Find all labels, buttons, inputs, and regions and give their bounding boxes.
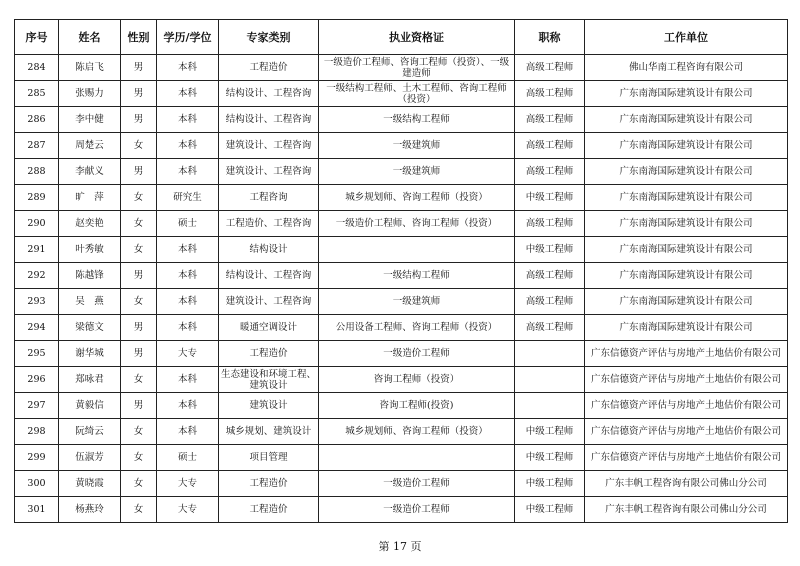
employer-cell: 广东南海国际建筑设计有限公司 [585,237,788,263]
qualification-cell: 一级造价工程师 [319,471,515,497]
employer-cell: 广东南海国际建筑设计有限公司 [585,107,788,133]
serial-cell: 289 [15,185,59,211]
education-cell: 大专 [157,341,219,367]
title-cell: 中级工程师 [515,419,585,445]
title-cell: 高级工程师 [515,211,585,237]
header-gender: 性别 [121,20,157,55]
employer-cell: 佛山华南工程咨询有限公司 [585,55,788,81]
table-row [15,497,788,523]
table-row [15,289,788,315]
name-cell: 黄毅信 [59,393,121,419]
serial-cell: 297 [15,393,59,419]
education-cell: 本科 [157,419,219,445]
education-cell: 本科 [157,393,219,419]
gender-cell: 女 [121,185,157,211]
expert-category-cell: 暖通空调设计 [219,315,319,341]
serial-cell: 287 [15,133,59,159]
table-row [15,237,788,263]
employer-cell: 广东丰帆工程咨询有限公司佛山分公司 [585,471,788,497]
serial-cell: 296 [15,367,59,393]
expert-category-cell: 结构设计、工程咨询 [219,263,319,289]
qualification-cell: 咨询工程师（投资） [319,367,515,393]
table-row [15,133,788,159]
title-cell: 高级工程师 [515,289,585,315]
title-cell: 高级工程师 [515,133,585,159]
serial-cell: 300 [15,471,59,497]
education-cell: 本科 [157,263,219,289]
education-cell: 研究生 [157,185,219,211]
table-row [15,393,788,419]
name-cell: 张赐力 [59,81,121,107]
header-title: 职称 [515,20,585,55]
qualification-cell: 咨询工程师(投资) [319,393,515,419]
serial-cell: 299 [15,445,59,471]
table-row [15,445,788,471]
title-cell [515,341,585,367]
education-cell: 本科 [157,159,219,185]
expert-roster-table [14,19,788,523]
education-cell: 本科 [157,107,219,133]
header-employer: 工作单位 [585,20,788,55]
gender-cell: 女 [121,471,157,497]
expert-category-cell: 工程咨询 [219,185,319,211]
employer-cell: 广东南海国际建筑设计有限公司 [585,133,788,159]
expert-category-cell: 生态建设和环境工程、建筑设计 [219,367,319,393]
title-cell: 中级工程师 [515,237,585,263]
education-cell: 硕士 [157,211,219,237]
expert-category-cell: 工程造价 [219,341,319,367]
education-cell: 本科 [157,237,219,263]
name-cell: 周楚云 [59,133,121,159]
table-row [15,211,788,237]
name-cell: 郑咏君 [59,367,121,393]
employer-cell: 广东信德资产评估与房地产土地估价有限公司 [585,393,788,419]
education-cell: 本科 [157,133,219,159]
employer-cell: 广东信德资产评估与房地产土地估价有限公司 [585,367,788,393]
education-cell: 大专 [157,497,219,523]
gender-cell: 女 [121,445,157,471]
qualification-cell [319,445,515,471]
qualification-cell: 城乡规划师、咨询工程师（投资） [319,419,515,445]
expert-category-cell: 结构设计 [219,237,319,263]
table-body [15,55,788,523]
title-cell: 中级工程师 [515,497,585,523]
expert-category-cell: 工程造价 [219,55,319,81]
employer-cell: 广东信德资产评估与房地产土地估价有限公司 [585,341,788,367]
table-row [15,159,788,185]
title-cell: 中级工程师 [515,471,585,497]
name-cell: 陈越锋 [59,263,121,289]
header-serial: 序号 [15,20,59,55]
name-cell: 李中健 [59,107,121,133]
table-row [15,185,788,211]
qualification-cell: 一级造价工程师、咨询工程师（投资） [319,211,515,237]
qualification-cell: 城乡规划师、咨询工程师（投资） [319,185,515,211]
expert-category-cell: 城乡规划、建筑设计 [219,419,319,445]
gender-cell: 男 [121,159,157,185]
employer-cell: 广东南海国际建筑设计有限公司 [585,211,788,237]
header-name: 姓名 [59,20,121,55]
education-cell: 硕士 [157,445,219,471]
qualification-cell: 一级造价工程师 [319,497,515,523]
name-cell: 旷 萍 [59,185,121,211]
expert-category-cell: 建筑设计 [219,393,319,419]
expert-category-cell: 结构设计、工程咨询 [219,81,319,107]
qualification-cell: 一级建筑师 [319,159,515,185]
header-qualification: 执业资格证 [319,20,515,55]
header-expert-category: 专家类别 [219,20,319,55]
name-cell: 吴 燕 [59,289,121,315]
serial-cell: 294 [15,315,59,341]
qualification-cell: 一级结构工程师、土木工程师、咨询工程师（投资） [319,81,515,107]
gender-cell: 男 [121,263,157,289]
gender-cell: 女 [121,367,157,393]
name-cell: 黄晓霞 [59,471,121,497]
name-cell: 赵奕艳 [59,211,121,237]
gender-cell: 女 [121,211,157,237]
title-cell: 高级工程师 [515,263,585,289]
name-cell: 阮绮云 [59,419,121,445]
name-cell: 李献义 [59,159,121,185]
title-cell [515,367,585,393]
gender-cell: 女 [121,133,157,159]
name-cell: 陈启飞 [59,55,121,81]
table-row [15,367,788,393]
employer-cell: 广东南海国际建筑设计有限公司 [585,81,788,107]
qualification-cell: 公用设备工程师、咨询工程师（投资） [319,315,515,341]
employer-cell: 广东信德资产评估与房地产土地估价有限公司 [585,445,788,471]
table-row [15,471,788,497]
table-row [15,263,788,289]
expert-category-cell: 项目管理 [219,445,319,471]
table-row [15,107,788,133]
name-cell: 谢华城 [59,341,121,367]
name-cell: 叶秀敏 [59,237,121,263]
header-education: 学历/学位 [157,20,219,55]
expert-category-cell: 结构设计、工程咨询 [219,107,319,133]
employer-cell: 广东南海国际建筑设计有限公司 [585,289,788,315]
gender-cell: 男 [121,81,157,107]
expert-category-cell: 工程造价、工程咨询 [219,211,319,237]
serial-cell: 293 [15,289,59,315]
title-cell: 高级工程师 [515,81,585,107]
serial-cell: 288 [15,159,59,185]
expert-category-cell: 工程造价 [219,471,319,497]
serial-cell: 301 [15,497,59,523]
gender-cell: 男 [121,393,157,419]
table-row [15,341,788,367]
education-cell: 本科 [157,315,219,341]
gender-cell: 男 [121,315,157,341]
header-row [15,20,788,55]
table-row [15,55,788,81]
table-row [15,81,788,107]
education-cell: 本科 [157,81,219,107]
serial-cell: 284 [15,55,59,81]
expert-category-cell: 建筑设计、工程咨询 [219,133,319,159]
title-cell: 中级工程师 [515,445,585,471]
table-row [15,419,788,445]
title-cell: 高级工程师 [515,107,585,133]
qualification-cell: 一级结构工程师 [319,107,515,133]
employer-cell: 广东南海国际建筑设计有限公司 [585,263,788,289]
gender-cell: 女 [121,237,157,263]
education-cell: 本科 [157,55,219,81]
employer-cell: 广东南海国际建筑设计有限公司 [585,185,788,211]
qualification-cell: 一级造价工程师 [319,341,515,367]
title-cell [515,393,585,419]
gender-cell: 男 [121,341,157,367]
table-row [15,315,788,341]
title-cell: 高级工程师 [515,159,585,185]
qualification-cell: 一级建筑师 [319,289,515,315]
title-cell: 高级工程师 [515,55,585,81]
name-cell: 梁德文 [59,315,121,341]
serial-cell: 291 [15,237,59,263]
serial-cell: 290 [15,211,59,237]
qualification-cell: 一级结构工程师 [319,263,515,289]
gender-cell: 男 [121,107,157,133]
education-cell: 本科 [157,289,219,315]
gender-cell: 女 [121,289,157,315]
title-cell: 高级工程师 [515,315,585,341]
employer-cell: 广东丰帆工程咨询有限公司佛山分公司 [585,497,788,523]
serial-cell: 298 [15,419,59,445]
serial-cell: 285 [15,81,59,107]
page-number: 第 17 页 [378,540,422,553]
serial-cell: 286 [15,107,59,133]
name-cell: 伍淑芳 [59,445,121,471]
employer-cell: 广东南海国际建筑设计有限公司 [585,315,788,341]
education-cell: 本科 [157,367,219,393]
employer-cell: 广东信德资产评估与房地产土地估价有限公司 [585,419,788,445]
serial-cell: 295 [15,341,59,367]
title-cell: 中级工程师 [515,185,585,211]
qualification-cell: 一级造价工程师、咨询工程师（投资）、一级建造师 [319,55,515,81]
expert-category-cell: 建筑设计、工程咨询 [219,159,319,185]
gender-cell: 女 [121,497,157,523]
expert-category-cell: 工程造价 [219,497,319,523]
qualification-cell: 一级建筑师 [319,133,515,159]
serial-cell: 292 [15,263,59,289]
education-cell: 大专 [157,471,219,497]
qualification-cell [319,237,515,263]
name-cell: 杨燕玲 [59,497,121,523]
gender-cell: 女 [121,419,157,445]
employer-cell: 广东南海国际建筑设计有限公司 [585,159,788,185]
expert-category-cell: 建筑设计、工程咨询 [219,289,319,315]
gender-cell: 男 [121,55,157,81]
